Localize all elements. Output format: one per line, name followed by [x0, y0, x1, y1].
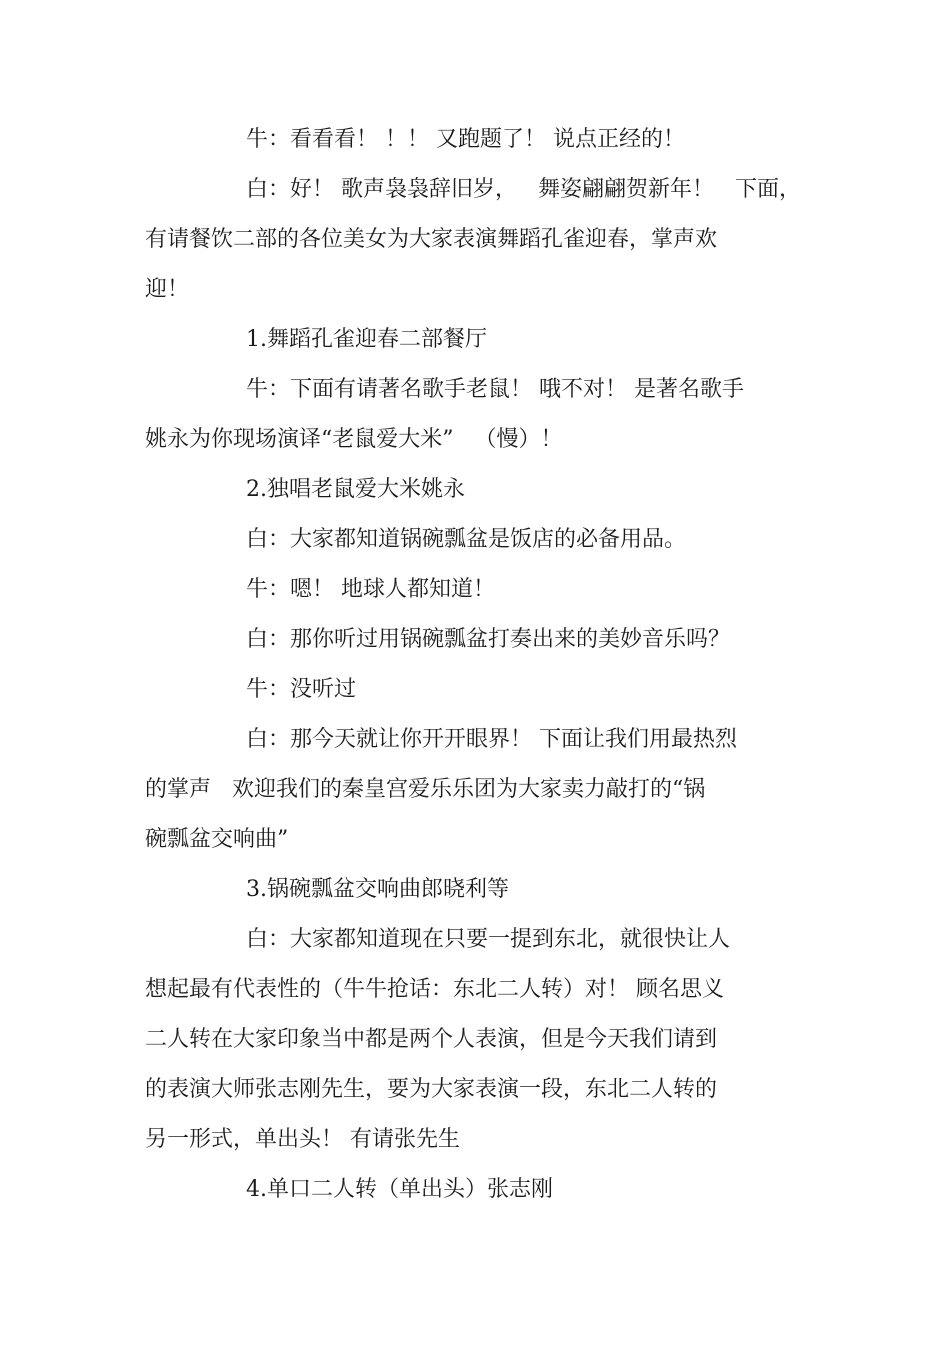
dialogue-line: 姚永为你现场演译“老鼠爱大米” （慢）！	[145, 427, 563, 452]
dialogue-line: 想起最有代表性的（牛牛抢话：东北二人转）对！ 顾名思义	[145, 977, 724, 1002]
program-item: 3.锅碗瓢盆交响曲郎晓利等	[246, 877, 509, 902]
dialogue-line: 白：大家都知道锅碗瓢盆是饭店的必备用品。	[246, 527, 687, 552]
program-item: 4.单口二人转（单出头）张志刚	[246, 1177, 553, 1202]
dialogue-line: 的掌声 欢迎我们的秦皇宫爱乐乐团为大家卖力敲打的“锅	[145, 777, 706, 802]
dialogue-line: 牛：嗯！ 地球人都知道！	[246, 577, 495, 602]
dialogue-line: 白：大家都知道现在只要一提到东北，就很快让人	[246, 927, 731, 952]
dialogue-line: 白：好！ 歌声袅袅辞旧岁， 舞姿翩翩贺新年！ 下面，	[246, 177, 801, 202]
program-item: 1.舞蹈孔雀迎春二部餐厅	[246, 327, 487, 352]
dialogue-line: 牛：下面有请著名歌手老鼠！ 哦不对！ 是著名歌手	[246, 377, 744, 402]
dialogue-line: 白：那你听过用锅碗瓢盆打奏出来的美妙音乐吗？	[246, 627, 731, 652]
dialogue-line: 有请餐饮二部的各位美女为大家表演舞蹈孔雀迎春，掌声欢	[145, 227, 718, 252]
dialogue-line: 牛：没听过	[246, 677, 357, 702]
program-item: 2.独唱老鼠爱大米姚永	[246, 477, 465, 502]
dialogue-line: 碗瓢盆交响曲”	[145, 827, 289, 852]
dialogue-line: 二人转在大家印象当中都是两个人表演，但是今天我们请到	[145, 1027, 718, 1052]
dialogue-line: 迎！	[145, 277, 190, 302]
dialogue-line: 牛：看看看！ ！！ 又跑题了！ 说点正经的！	[246, 127, 685, 152]
dialogue-line: 白：那今天就让你开开眼界！ 下面让我们用最热烈	[246, 727, 737, 752]
dialogue-line: 的表演大师张志刚先生，要为大家表演一段，东北二人转的	[145, 1077, 718, 1102]
dialogue-line: 另一形式，单出头！ 有请张先生	[145, 1127, 460, 1152]
